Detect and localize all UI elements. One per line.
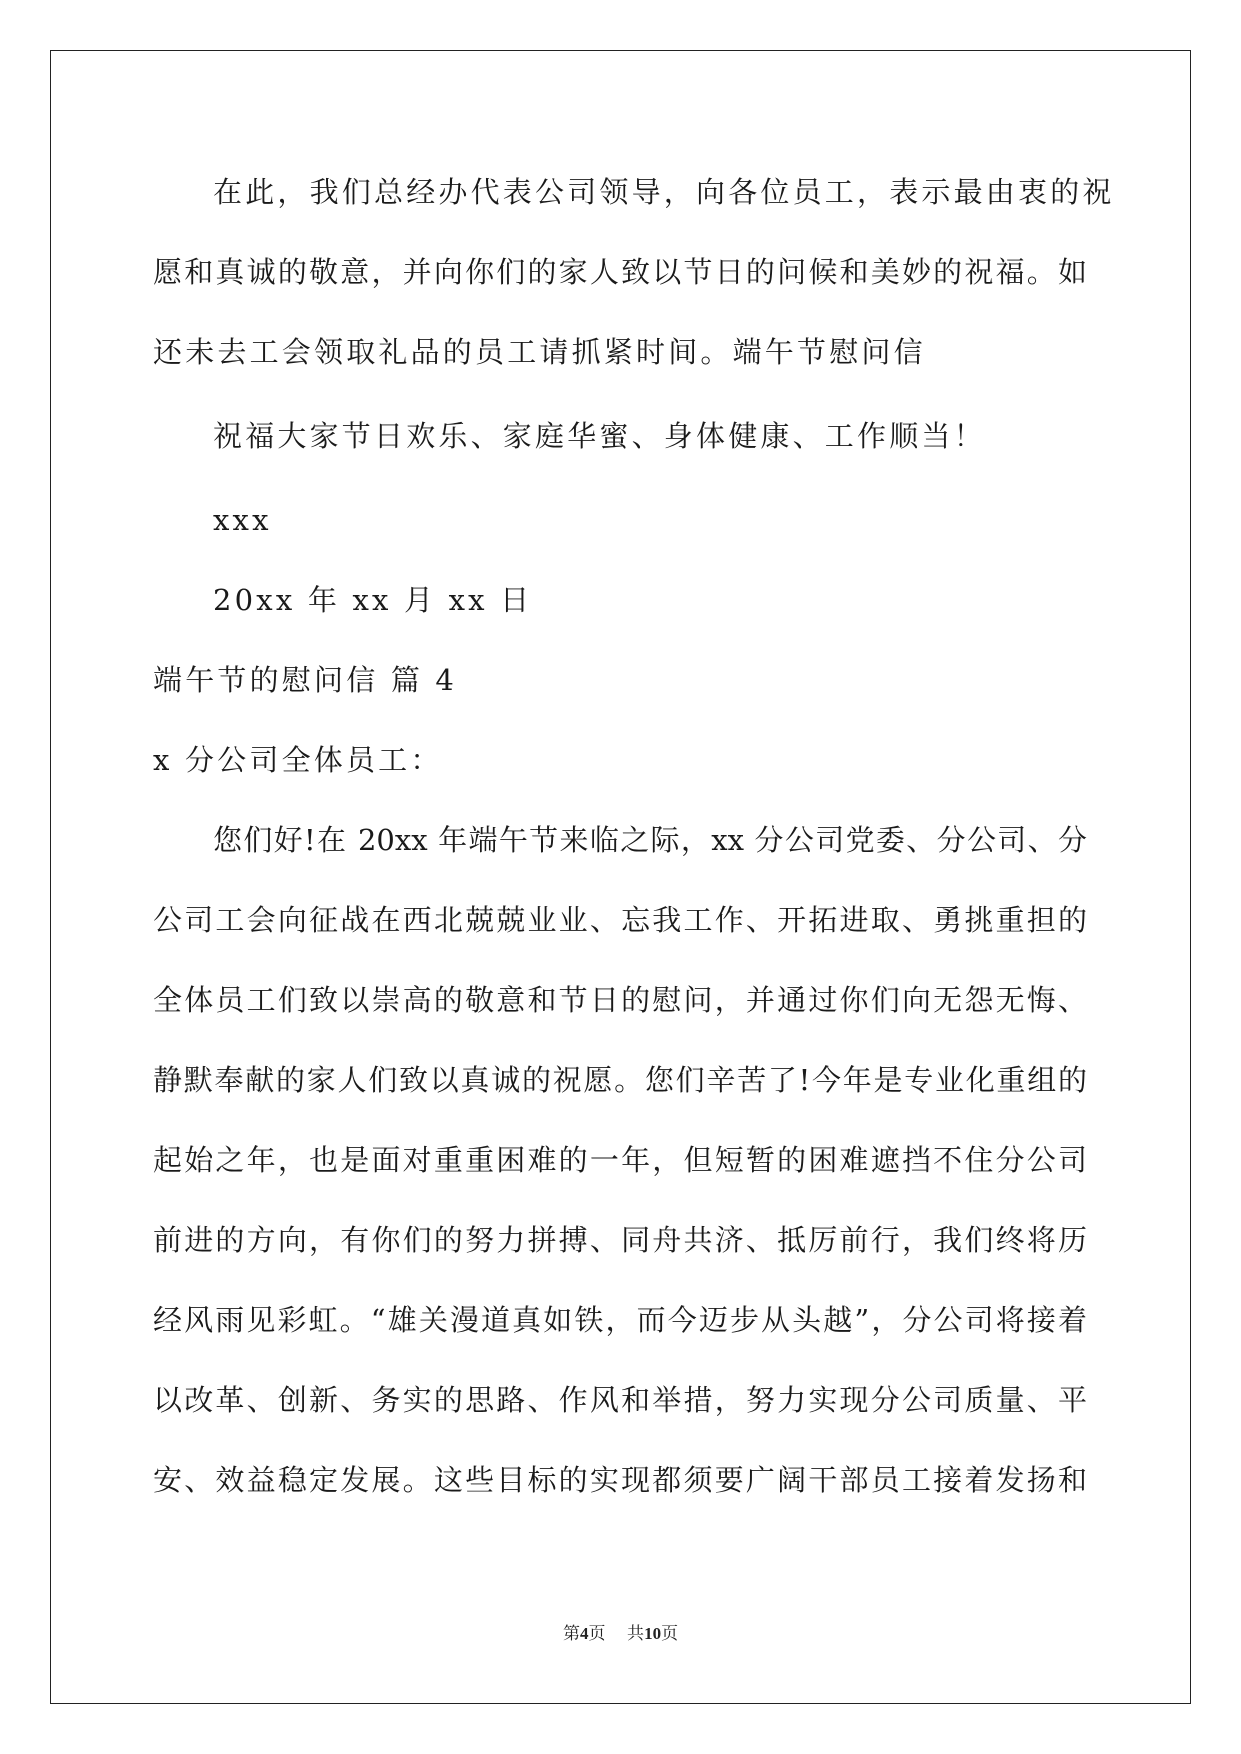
signature-name: xxx xyxy=(213,503,272,537)
paragraph-line: 祝福大家节日欢乐、家庭华蜜、身体健康、工作顺当！ xyxy=(213,419,986,453)
footer-prefix: 第 xyxy=(562,1624,580,1644)
paragraph-line: 您们好!在 20xx 年端午节来临之际，xx 分公司党委、分公司、分 xyxy=(213,823,1087,857)
paragraph-line: 全体员工们致以崇高的敬意和节日的慰问，并通过你们向无怨无悔、 xyxy=(153,983,1087,1017)
paragraph-line: 愿和真诚的敬意，并向你们的家人致以节日的问候和美妙的祝福。如 xyxy=(153,255,1087,289)
paragraph-line: 以改革、创新、务实的思路、作风和举措，努力实现分公司质量、平 xyxy=(153,1383,1087,1417)
page-footer xyxy=(0,1623,1241,1645)
page-border xyxy=(50,50,1191,1704)
paragraph-line: 公司工会向征战在西北兢兢业业、忘我工作、开拓进取、勇挑重担的 xyxy=(153,903,1087,937)
salutation: x 分公司全体员工： xyxy=(153,743,443,777)
paragraph-line: 起始之年，也是面对重重困难的一年，但短暂的困难遮挡不住分公司 xyxy=(153,1143,1087,1177)
footer-mid: 页 共 xyxy=(588,1624,645,1644)
footer-total-pages: 10 xyxy=(644,1624,662,1643)
paragraph-line: 在此，我们总经办代表公司领导，向各位员工，表示最由衷的祝 xyxy=(213,175,1115,209)
footer-page-number: 4 xyxy=(579,1624,589,1643)
section-heading: 端午节的慰问信 篇 4 xyxy=(153,663,458,697)
signature-date: 20xx 年 xx 月 xx 日 xyxy=(213,583,533,617)
paragraph-line: 经风雨见彩虹。“雄关漫道真如铁，而今迈步从头越”，分公司将接着 xyxy=(153,1303,1087,1337)
paragraph-line: 静默奉献的家人们致以真诚的祝愿。您们辛苦了!今年是专业化重组的 xyxy=(153,1063,1087,1097)
paragraph-line: 还未去工会领取礼品的员工请抓紧时间。端午节慰问信 xyxy=(153,335,926,369)
paragraph-line: 安、效益稳定发展。这些目标的实现都须要广阔干部员工接着发扬和 xyxy=(153,1463,1087,1497)
footer-suffix: 页 xyxy=(661,1624,679,1644)
paragraph-line: 前进的方向，有你们的努力拼搏、同舟共济、抵厉前行，我们终将历 xyxy=(153,1223,1087,1257)
